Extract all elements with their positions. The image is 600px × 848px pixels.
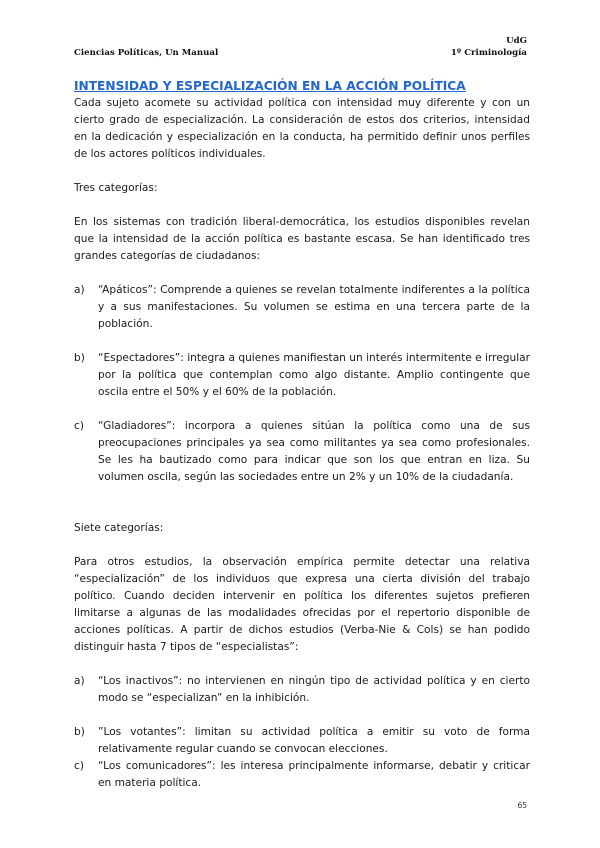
list-item xyxy=(74,673,530,707)
list-item xyxy=(74,282,530,333)
list-marker: c) xyxy=(74,760,84,772)
document-body xyxy=(74,78,530,792)
list-item xyxy=(74,724,530,758)
section2-heading: Siete categorías: xyxy=(74,522,164,534)
section2-list xyxy=(74,673,530,792)
header-book-title: Ciencias Políticas, Un Manual xyxy=(74,48,219,58)
section1-heading: Tres categorías: xyxy=(74,182,158,194)
list-marker: b) xyxy=(74,726,85,738)
section-title: INTENSIDAD Y ESPECIALIZACIÓN EN LA ACCIÓN POLÍTICA xyxy=(74,79,466,93)
section2-paragraph: Para otros estudios, la observación empírica permite detectar una relativa “especialización” de los individuos que expresa una cierta división del trabajo político. Cuando deciden intervenir en política los diferentes sujetos prefieren limitarse a algunas de las modalidades ofrecidas por el repertorio disponible de acciones políticas. A partir de dichos estudios (Verba-Nie & Cols) se han podido distinguir hasta 7 tipos de “especialistas”: xyxy=(74,556,530,653)
intro-paragraph: Cada sujeto acomete su actividad política con intensidad muy diferente y con un cierto grado de especialización. La consideración de estos dos criterios, intensidad en la dedicación y especialización en la conducta, ha permitido definir unos perfiles de los actores políticos individuales. xyxy=(74,97,530,160)
header-university: UdG xyxy=(506,36,527,46)
list-marker: c) xyxy=(74,420,84,432)
list-item xyxy=(74,418,530,486)
list-item-text: “Los comunicadores”: les interesa principalmente informarse, debatir y criticar en materia política. xyxy=(98,760,530,789)
section1-paragraph: En los sistemas con tradición liberal-democrática, los estudios disponibles revelan que la intensidad de la acción política es bastante escasa. Se han identificado tres grandes categorías de ciudadanos: xyxy=(74,216,530,262)
list-marker: a) xyxy=(74,284,85,296)
section1-list xyxy=(74,282,530,486)
list-item xyxy=(74,758,530,792)
page-number: 65 xyxy=(517,801,527,810)
list-marker: b) xyxy=(74,352,85,364)
list-item-text: “Espectadores”: integra a quienes manifiestan un interés intermitente e irregular por la política que contemplan como algo distante. Amplio contingente que oscila entre el 50% y el 60% de la población. xyxy=(98,352,530,398)
list-item-text: ”Los votantes”: limitan su actividad política a emitir su voto de forma relativamente regular cuando se convocan elecciones. xyxy=(98,726,530,755)
list-marker: a) xyxy=(74,675,85,687)
list-item xyxy=(74,350,530,401)
list-item-text: “Los inactivos”: no intervienen en ningún tipo de actividad política y en cierto modo se “especializan” en la inhibición. xyxy=(98,675,530,704)
header-course xyxy=(451,36,527,59)
header-subject: 1º Criminología xyxy=(450,47,527,58)
list-item-text: “Apáticos”: Comprende a quienes se revelan totalmente indiferentes a la política y a sus manifestaciones. Su volumen se estima en una tercera parte de la población. xyxy=(98,284,530,330)
list-item-text: “Gladiadores”: incorpora a quienes sitúan la política como una de sus preocupaciones principales ya sea como militantes ya sea como profesionales. Se les ha bautizado como para indicar que son los que entran en liza. Su volumen oscila, según las sociedades entre un 2% y un 10% de la ciudadanía. xyxy=(98,420,530,483)
